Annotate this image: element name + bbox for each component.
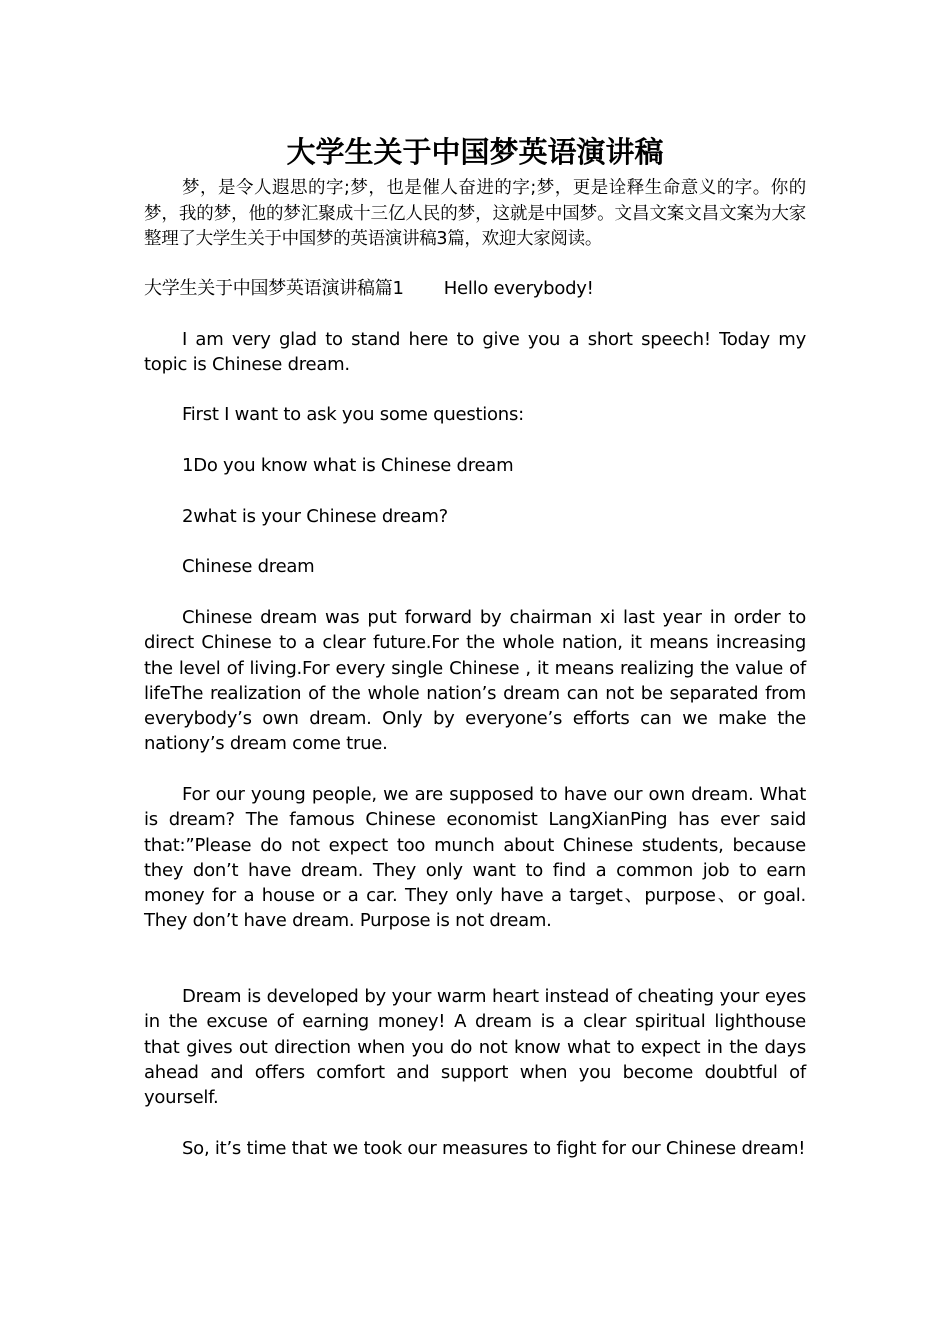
- section-heading-line: [144, 276, 806, 301]
- paragraph-7: For our young people, we are supposed to have our own dream. What is dream? The famous Chinese economist LangXianPing has ever said that:”Please do not expect too munch about Chinese students, because they don’t have dream. They only want to find a common job to earn money for a house or a car. They only have a target、purpose、or goal. They don’t have dream. Purpose is not dream.: [144, 784, 806, 932]
- paragraph-6: Chinese dream was put forward by chairman xi last year in order to direct Chinese to a clear future.For the whole nation, it means increasing the level of living.For every single Chinese , it means realizing the value of lifeThe realization of the whole nation’s dream can not be separated from everybody’s own dream. Only by everyone’s efforts can we make the nationy’s dream come true.: [144, 607, 806, 755]
- paragraph-2: First I want to ask you some questions:: [182, 404, 524, 425]
- paragraph-4: 2what is your Chinese dream?: [182, 506, 448, 527]
- document-page: [144, 0, 806, 1344]
- paragraph-8: Dream is developed by your warm heart instead of cheating your eyes in the excuse of earning money! A dream is a clear spiritual lighthouse that gives out direction when you do not know what to expect in the days ahead and offers comfort and support when you become doubtful of yourself.: [144, 986, 806, 1109]
- greeting: Hello everybody!: [443, 278, 594, 299]
- section-heading: 大学生关于中国梦英语演讲稿篇1: [144, 278, 404, 299]
- document-title: 大学生关于中国梦英语演讲稿: [286, 135, 664, 169]
- intro-paragraph: 梦，是令人遐思的字;梦，也是催人奋进的字;梦，更是诠释生命意义的字。你的梦，我的梦，他的梦汇聚成十三亿人民的梦，这就是中国梦。文昌文案文昌文案为大家整理了大学生关于中国梦的英语演讲稿3篇，欢迎大家阅读。: [144, 178, 806, 249]
- paragraph-1: I am very glad to stand here to give you a short speech! Today my topic is Chinese dream.: [144, 329, 806, 376]
- paragraph-5: Chinese dream: [182, 556, 315, 577]
- paragraph-3: 1Do you know what is Chinese dream: [182, 455, 514, 476]
- paragraph-9: So, it’s time that we took our measures to fight for our Chinese dream!: [182, 1138, 806, 1159]
